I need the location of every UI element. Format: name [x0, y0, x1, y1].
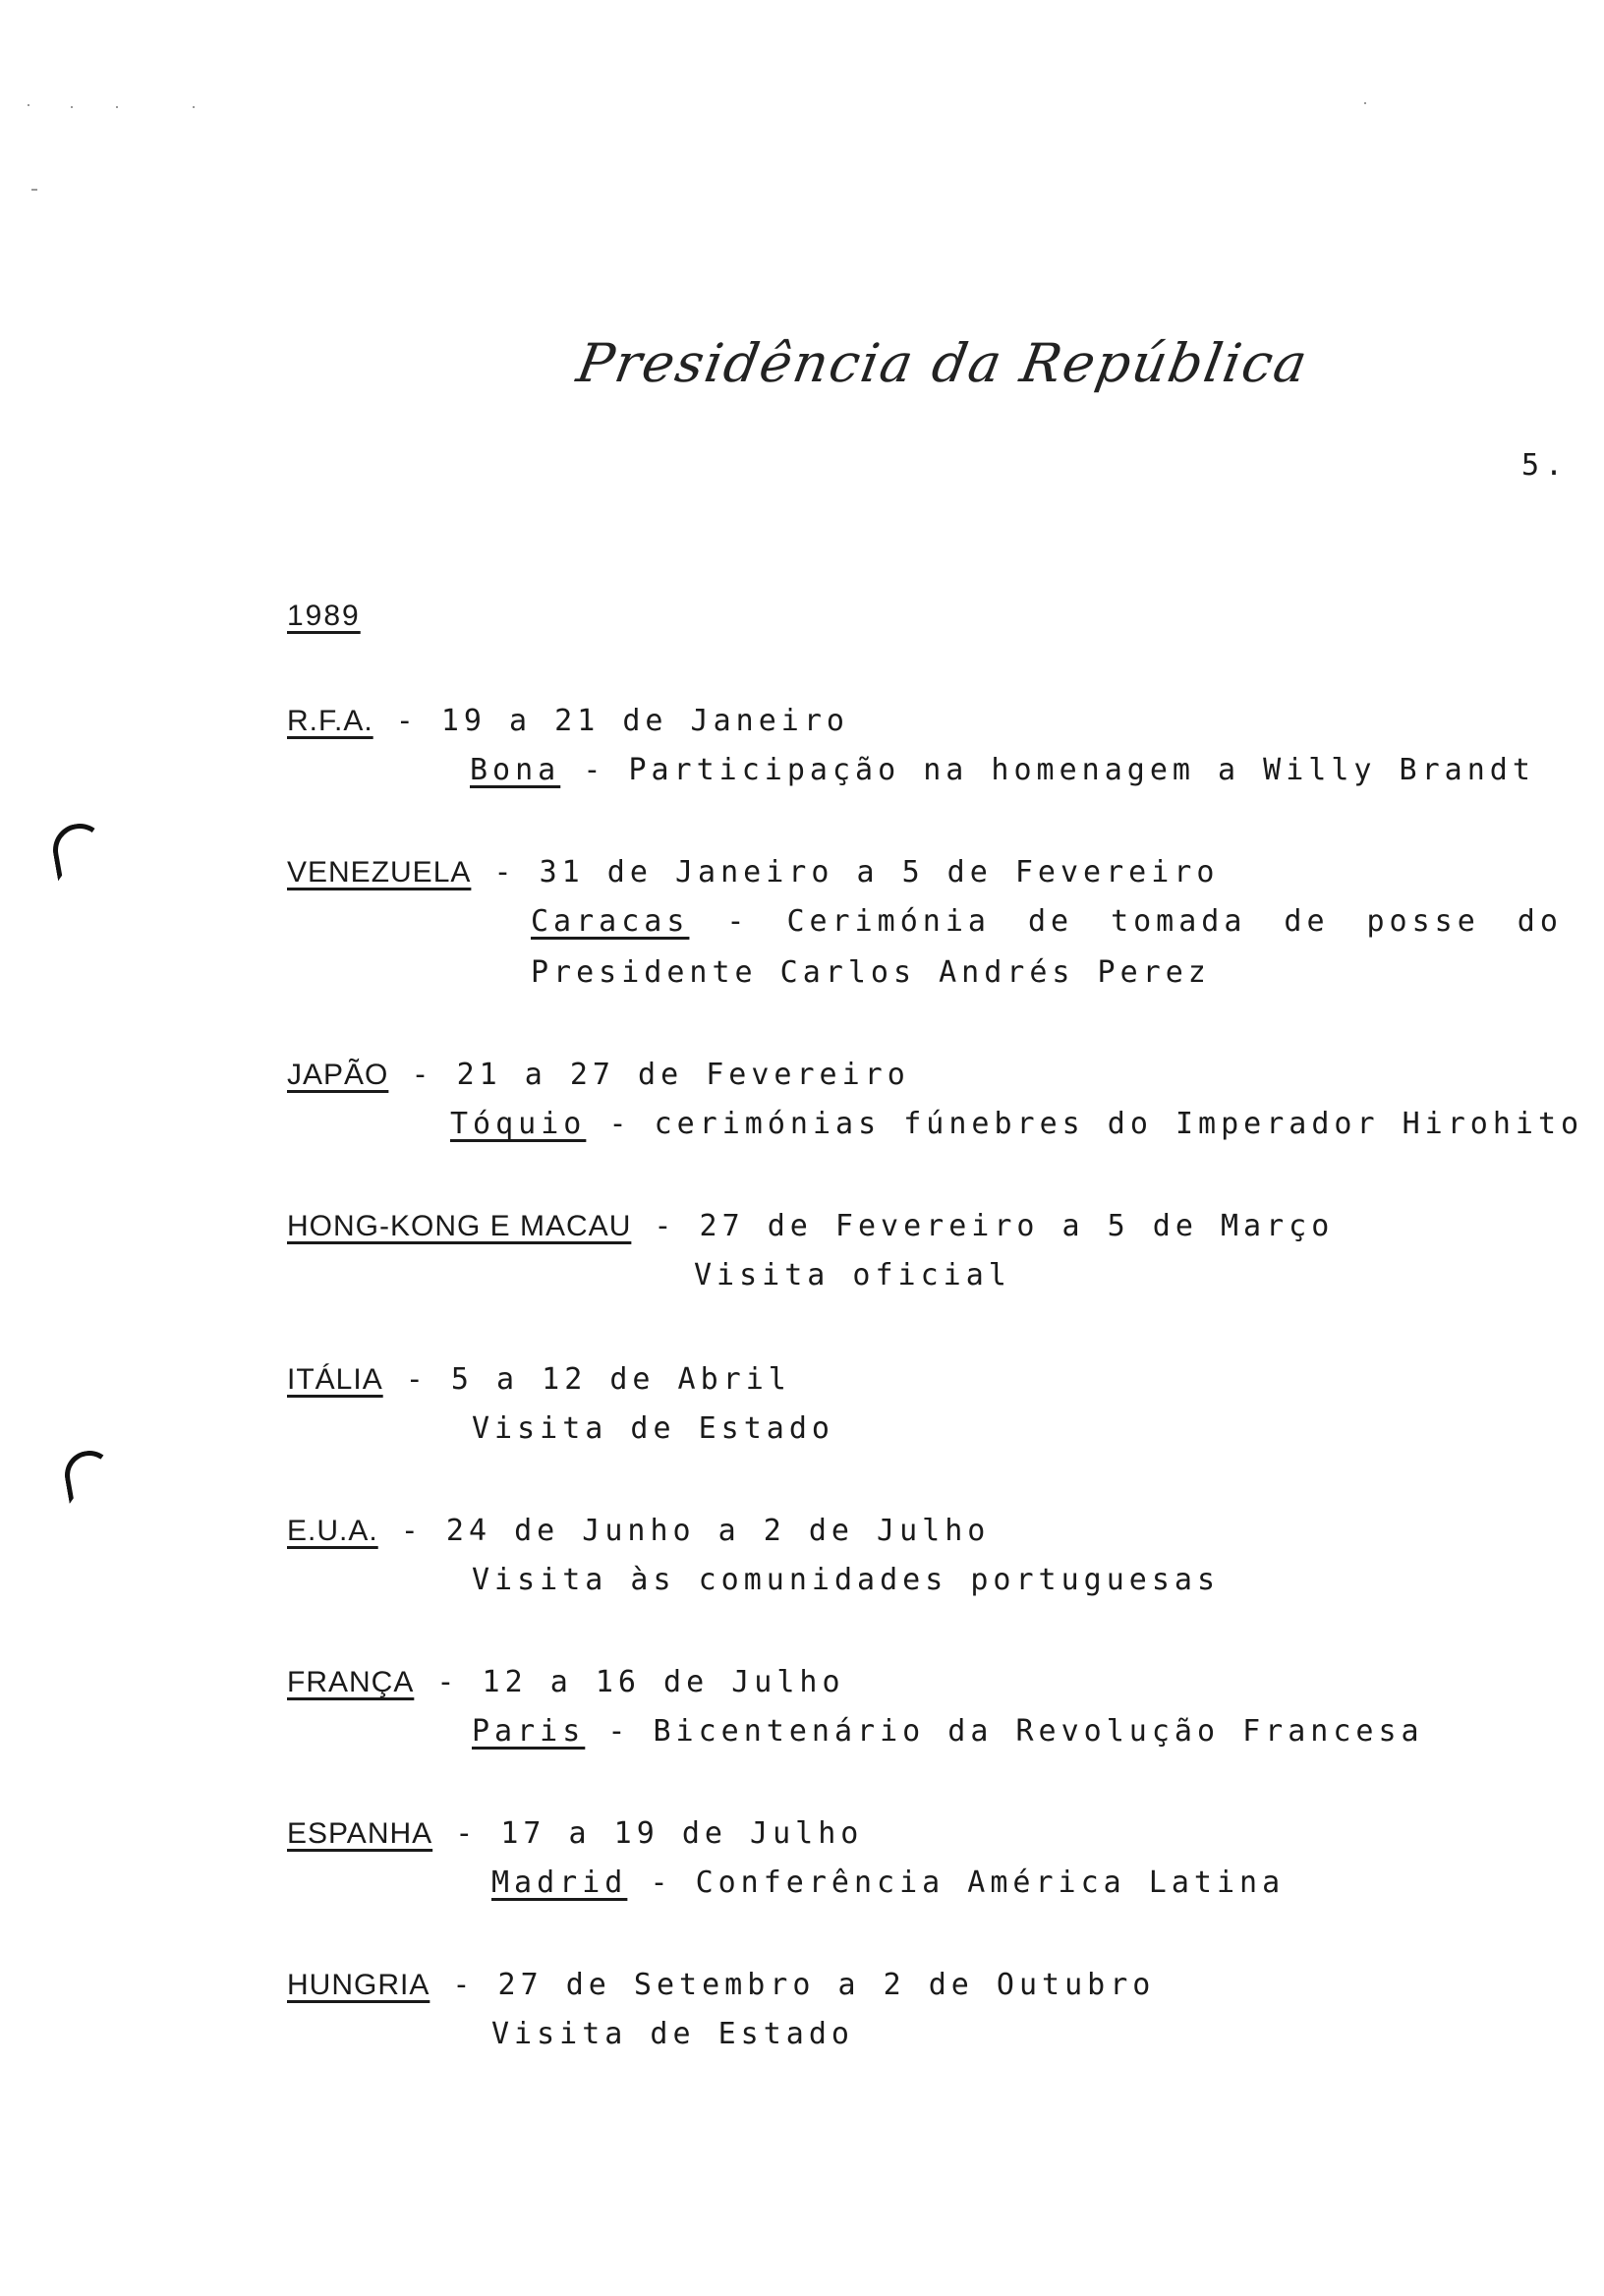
description: Visita de Estado: [491, 2017, 854, 2051]
entry-eua-line1: [287, 1514, 990, 1549]
country-label: R.F.A.: [287, 705, 373, 737]
city-label: Tóquio: [450, 1107, 587, 1141]
scan-speck: [28, 104, 29, 106]
dates: 17 a 19 de Julho: [500, 1816, 864, 1851]
entry-franca-line1: [287, 1665, 845, 1700]
entry-rfa-line2: [470, 753, 1535, 788]
entry-japao-line1: [287, 1058, 910, 1093]
country-label: ESPANHA: [287, 1817, 433, 1850]
page-number: 5.: [1521, 448, 1570, 483]
city-label: Paris: [472, 1714, 586, 1749]
binder-hole-mark: [49, 820, 111, 882]
entry-hongkong-line1: [287, 1209, 1334, 1244]
dates: 31 de Janeiro a 5 de Fevereiro: [539, 855, 1220, 890]
separator: -: [726, 904, 750, 939]
separator: -: [395, 704, 419, 738]
country-label: VENEZUELA: [287, 856, 472, 889]
letterhead: Presidência da República: [572, 332, 1314, 394]
year-heading: 1989: [287, 600, 361, 632]
dates: 19 a 21 de Janeiro: [440, 704, 849, 738]
separator: -: [493, 855, 517, 890]
dates: 27 de Fevereiro a 5 de Março: [699, 1209, 1335, 1243]
description: Visita às comunidades portuguesas: [472, 1563, 1221, 1597]
separator: -: [411, 1058, 434, 1092]
description: cerimónias fúnebres do Imperador Hirohito: [654, 1107, 1584, 1141]
separator: -: [455, 1816, 479, 1851]
city-label: Caracas: [531, 904, 690, 939]
description-word: do: [1517, 904, 1563, 939]
description: Visita oficial: [694, 1258, 1011, 1292]
description: Conferência América Latina: [695, 1866, 1286, 1900]
scan-speck: [1364, 102, 1366, 104]
separator: -: [608, 1107, 632, 1141]
country-label: JAPÃO: [287, 1059, 389, 1091]
description: Bicentenário da Revolução Francesa: [653, 1714, 1424, 1749]
entry-venezuela-line2: [531, 904, 1563, 940]
entry-venezuela-line3: [531, 955, 1211, 991]
separator: -: [607, 1714, 631, 1749]
dates: 24 de Junho a 2 de Julho: [445, 1514, 991, 1548]
separator: -: [654, 1209, 677, 1243]
city-label: Madrid: [491, 1866, 628, 1900]
dates: 21 a 27 de Fevereiro: [456, 1058, 910, 1092]
city-label: Bona: [470, 753, 561, 787]
entry-italia-line1: [287, 1362, 791, 1398]
dates: 5 a 12 de Abril: [450, 1362, 791, 1397]
description: Participação na homenagem a Willy Brandt: [628, 753, 1535, 787]
description-word: de: [1027, 904, 1074, 939]
dates: 12 a 16 de Julho: [482, 1665, 845, 1699]
scan-speck: [31, 189, 37, 191]
entry-italia-line2: [472, 1411, 834, 1447]
separator: -: [436, 1665, 460, 1699]
description-word: de: [1284, 904, 1330, 939]
country-label: HONG-KONG E MACAU: [287, 1210, 632, 1242]
separator: -: [452, 1968, 476, 2002]
description: Presidente Carlos Andrés Perez: [531, 955, 1211, 990]
entry-espanha-line2: [491, 1866, 1285, 1901]
separator: -: [400, 1514, 424, 1548]
scan-speck: [116, 106, 118, 108]
country-label: HUNGRIA: [287, 1969, 430, 2001]
separator: -: [583, 753, 606, 787]
entry-hungria-line2: [491, 2017, 854, 2052]
binder-hole-mark: [61, 1447, 118, 1504]
entry-franca-line2: [472, 1714, 1424, 1750]
entry-eua-line2: [472, 1563, 1220, 1598]
entry-japao-line2: [450, 1107, 1583, 1142]
dates: 27 de Setembro a 2 de Outubro: [497, 1968, 1156, 2002]
description: Visita de Estado: [472, 1411, 834, 1446]
separator: -: [650, 1866, 673, 1900]
country-label: E.U.A.: [287, 1515, 378, 1547]
separator: -: [405, 1362, 429, 1397]
country-label: FRANÇA: [287, 1666, 415, 1698]
entry-rfa-line1: [287, 704, 849, 739]
description-word: posse: [1366, 904, 1480, 939]
country-label: ITÁLIA: [287, 1363, 383, 1396]
scan-speck: [71, 106, 73, 108]
description-word: tomada: [1111, 904, 1247, 939]
entry-hungria-line1: [287, 1968, 1155, 2003]
entry-espanha-line1: [287, 1816, 863, 1852]
description-word: Cerimónia: [786, 904, 991, 939]
entry-hongkong-line2: [694, 1258, 1011, 1293]
entry-venezuela-line1: [287, 855, 1219, 890]
scan-speck: [193, 106, 195, 108]
